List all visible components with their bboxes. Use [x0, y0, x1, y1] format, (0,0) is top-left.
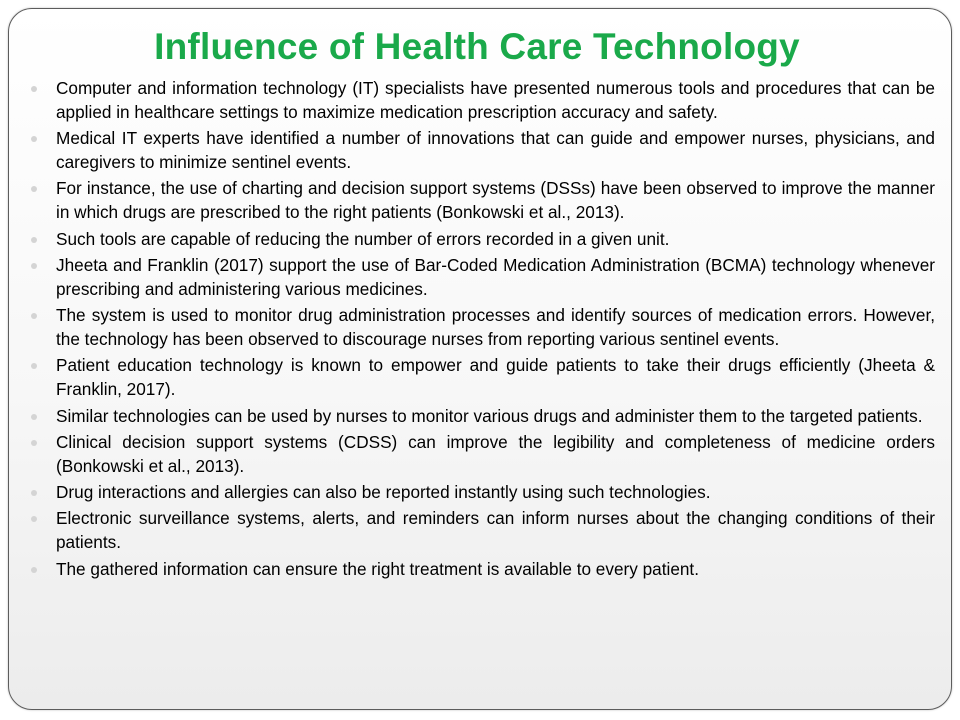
- bullet-item: [29, 304, 935, 352]
- bullet-text: Jheeta and Franklin (2017) support the use of Bar-Coded Medication Administration (BCMA) technology whenever prescribing and administering various medicines.: [56, 254, 935, 299]
- bullet-text: The system is used to monitor drug administration processes and identify sources of medication errors. However, the technology has been observed to discourage nurses from reporting various sentinel events.: [56, 305, 935, 349]
- bullet-dot-icon: [31, 136, 37, 142]
- bullet-text: Drug interactions and allergies can also be reported instantly using such technologies.: [56, 482, 711, 503]
- bullet-text: Clinical decision support systems (CDSS) can improve the legibility and completeness of medicine orders (Bonkowski et al., 2013).: [56, 431, 935, 476]
- bullet-dot-icon: [31, 86, 37, 92]
- bullet-text: Such tools are capable of reducing the number of errors recorded in a given unit.: [56, 228, 670, 249]
- bullet-item: [29, 228, 935, 252]
- bullet-item: [29, 481, 935, 505]
- bullet-item: [29, 354, 935, 402]
- bullet-item: [29, 558, 935, 582]
- bullet-text: Similar technologies can be used by nurses to monitor various drugs and administer them to the targeted patients.: [56, 405, 923, 426]
- slide-title: Influence of Health Care Technology: [154, 26, 800, 67]
- bullet-text: The gathered information can ensure the right treatment is available to every patient.: [56, 558, 699, 579]
- bullet-text: Medical IT experts have identified a number of innovations that can guide and empower nurses, physicians, and caregivers to minimize sentinel events.: [56, 128, 935, 172]
- bullet-item: [29, 77, 935, 125]
- bullet-dot-icon: [31, 490, 37, 496]
- bullet-item: [29, 431, 935, 479]
- bullet-text: Computer and information technology (IT) specialists have presented numerous tools and procedures that can be applied in healthcare settings to maximize medication prescription accuracy and safety.: [56, 78, 935, 122]
- bullet-dot-icon: [31, 567, 37, 573]
- bullet-item: [29, 127, 935, 175]
- bullet-list: [29, 77, 935, 584]
- bullet-item: [29, 405, 935, 429]
- bullet-item: [29, 507, 935, 555]
- bullet-text: Electronic surveillance systems, alerts, and reminders can inform nurses about the changing conditions of their patients.: [56, 508, 935, 553]
- bullet-dot-icon: [31, 516, 37, 522]
- bullet-item: [29, 177, 935, 225]
- bullet-dot-icon: [31, 414, 37, 420]
- bullet-item: [29, 254, 935, 302]
- bullet-dot-icon: [31, 313, 37, 319]
- bullet-dot-icon: [31, 186, 37, 192]
- bullet-dot-icon: [31, 363, 37, 369]
- bullet-dot-icon: [31, 440, 37, 446]
- bullet-text: Patient education technology is known to empower and guide patients to take their drugs efficiently (Jheeta & Franklin, 2017).: [56, 355, 935, 400]
- bullet-dot-icon: [31, 237, 37, 243]
- bullet-dot-icon: [31, 263, 37, 269]
- bullet-text: For instance, the use of charting and decision support systems (DSSs) have been observed to improve the manner in which drugs are prescribed to the right patients (Bonkowski et al., 2013).: [56, 178, 935, 223]
- slide-frame: [8, 8, 952, 710]
